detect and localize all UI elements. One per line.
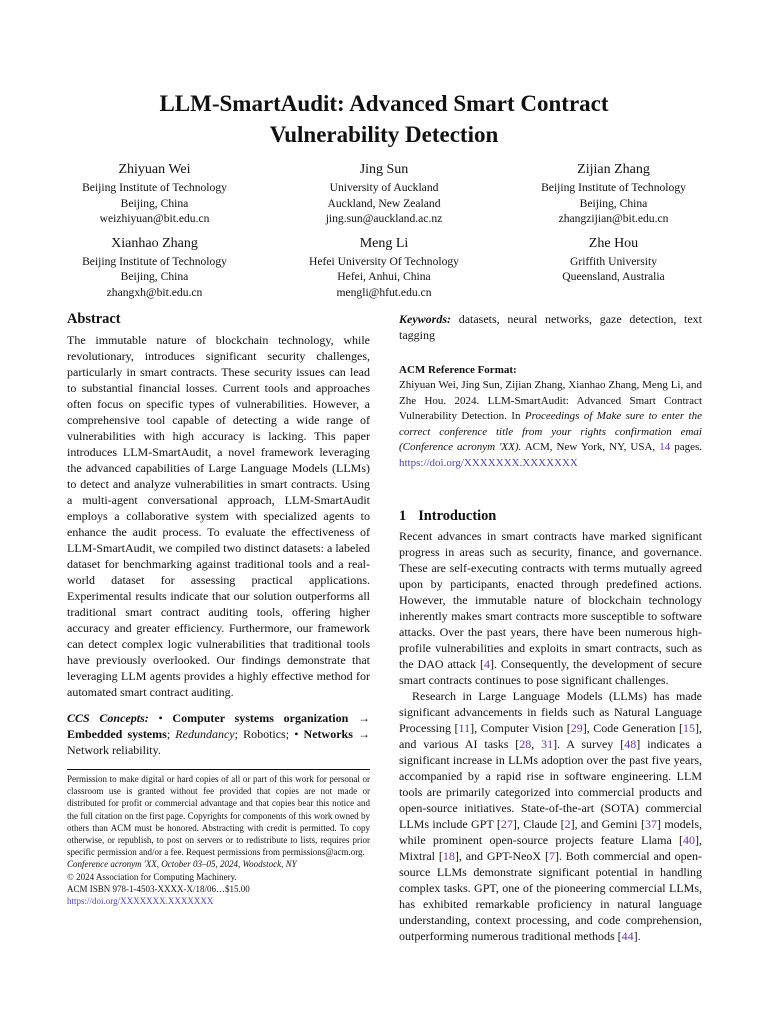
author-location: Beijing, China [120, 196, 189, 210]
author-email: weizhiyuan@bit.edu.cn [99, 212, 210, 225]
ccs-subterm: Redundancy [175, 727, 235, 741]
acm-ref-pages-suffix: pages. [670, 441, 702, 453]
arrow-icon: → [358, 711, 371, 725]
author-name: Zhiyuan Wei [118, 162, 191, 177]
author-name: Xianhao Zhang [111, 235, 198, 251]
conference-info: Conference acronym 'XX, October 03–05, 2024, Woodstock, NY [67, 859, 297, 870]
intro-paragraph-1: Recent advances in smart contracts have marked significant progress in areas such as security, finance, and governance. These are self-executing contracts with terms mutually agreed upon by participants, enacted through predefined actions. However, the immutable nature of blockchain technology inherently makes smart contracts more susceptible to software attacks. Over the past years, there have been numerous high-profile vulnerabilities and exploits in smart contracts, such as the DAO attack [4]. Consequently, the development of secure smart contracts continues to pose significant challenges. [399, 529, 702, 687]
citation-link[interactable]: 44 [621, 929, 634, 943]
acm-ref-citation: Zhiyuan Wei, Jing Sun, Zijian Zhang, Xianhao Zhang, Meng Li, and Zhe Hou. 2024. LLM-SmartAudit: Advanced Smart Contract Vulnerability Detection. In [399, 379, 702, 422]
author-email: mengli@hfut.edu.cn [336, 285, 432, 299]
acm-ref-body [399, 378, 702, 471]
author-affiliation: Griffith University [569, 254, 658, 268]
author-email: jing.sun@auckland.ac.nz [325, 212, 443, 225]
abstract-body: The immutable nature of blockchain technology, while revolutionary, introduces significant security challenges, particularly in smart contracts. These security issues can lead to substantial financial losses. Current tools and approaches often focus on specific types of vulnerabilities. However, a comprehensive tool capable of detecting a wide range of vulnerabilities with high accuracy is lacking. This paper introduces LLM-SmartAudit, a novel framework leveraging the advanced capabilities of Large Language Models (LLMs) to detect and analyze vulnerabilities in smart contracts. Using a multi-agent conversational approach, LLM-SmartAudit employs a collaborative system with specialized agents to enhance the audit process. To evaluate the effectiveness of LLM-SmartAudit, we compiled two distinct datasets: a labeled dataset for benchmarking against traditional tools and a real-world dataset for assessing practical applications. Experimental results indicate that our solution outperforms all traditional smart contract auditing tools, offering higher accuracy and greater efficiency. Furthermore, our framework can detect complex logic vulnerabilities that traditional tools have previously overlooked. Our findings demonstrate that leveraging LLM agents provides a highly effective method for automated smart contract auditing. [67, 333, 370, 699]
paper-title [40, 88, 728, 150]
author-affiliation: Beijing Institute of Technology [82, 181, 227, 194]
author-row [40, 161, 728, 227]
keywords-text: datasets, neural networks, gaze detection, text tagging [399, 312, 702, 342]
ccs-term: Embedded systems [67, 727, 167, 741]
keywords [399, 311, 702, 343]
author-affiliation: Beijing Institute of Technology [541, 181, 686, 194]
author-card [40, 235, 269, 301]
citation-link[interactable]: 18 [442, 849, 455, 863]
acm-ref-publisher: ACM, New York, NY, USA, [521, 441, 660, 453]
isbn-line: ACM ISBN 978-1-4503-XXXX-X/18/06…$15.00 [67, 883, 250, 894]
right-column [399, 311, 702, 944]
ccs-subterm: Robotics [243, 727, 286, 741]
copyright-footer [67, 769, 370, 907]
ccs-label: CCS Concepts: [67, 711, 149, 725]
section-heading-introduction [399, 507, 702, 525]
author-block [40, 161, 728, 308]
arrow-icon: → [358, 727, 371, 741]
author-name: Zijian Zhang [577, 162, 650, 177]
section-title: Introduction [418, 508, 497, 524]
intro-paragraph-2: Research in Large Language Models (LLMs) has made significant advancements in fields such as Natural Language Processing [11], Computer Vision [29], Code Generation [15], and various AI tasks [28, 31]. A survey [48] indicates a significant increase in LLMs adoption over the past five years, accompanied by a rapid rise in software engineering. LLM tools are primarily categorized into commercial products and open-source initiatives. State-of-the-art (SOTA) commercial LLMs include GPT [27], Claude [2], and Gemini [37] models, while prominent open-source projects feature Llama [40], Mixtral [18], and GPT-NeoX [7]. Both commercial and open-source LLMs demonstrate significant potential in handling complex tasks. GPT, one of the pioneering commercial LLMs, has exhibited remarkable proficiency in natural language understanding, context processing, and code comprehension, outperforming numerous traditional methods [44]. [399, 689, 703, 943]
citation-link[interactable]: 11 [458, 721, 471, 735]
author-name: Jing Sun [359, 162, 409, 177]
author-location: Hefei, Anhui, China [337, 270, 431, 283]
author-affiliation: University of Auckland [329, 181, 439, 194]
author-location: Auckland, New Zealand [327, 196, 441, 210]
ccs-term: Computer systems organization [172, 711, 349, 725]
ccs-bullet: • [158, 711, 163, 725]
citation-link[interactable]: 27 [500, 817, 513, 831]
author-name: Zhe Hou [588, 235, 639, 251]
citation-link[interactable]: 31 [541, 737, 554, 751]
author-name: Meng Li [359, 235, 409, 251]
left-column [67, 310, 370, 758]
citation-link[interactable]: 15 [682, 721, 695, 735]
citation-link[interactable]: 28 [519, 737, 532, 751]
author-affiliation: Beijing Institute of Technology [82, 254, 227, 268]
author-card [270, 235, 499, 301]
section-number: 1 [399, 508, 407, 524]
keywords-label: Keywords: [399, 312, 451, 326]
abstract-heading: Abstract [67, 311, 121, 327]
title-line-1: LLM-SmartAudit: Advanced Smart Contract [159, 91, 609, 116]
author-location: Queensland, Australia [562, 270, 665, 283]
author-location: Beijing, China [579, 196, 648, 210]
author-card [499, 235, 728, 301]
author-email: zhangzijian@bit.edu.cn [558, 212, 669, 225]
author-row [40, 235, 728, 301]
acm-ref-proceedings: Proceedings of Make sure to enter the correct conference title from your rights confirmation emai (Conference acronym 'XX). [399, 410, 702, 453]
author-card [499, 161, 728, 227]
ccs-concepts: CCS Concepts: • Computer systems organization → Embedded systems; Redundancy; Robotics; • Networks → Network reliability. [67, 711, 371, 757]
ccs-term: Networks [303, 727, 353, 741]
author-card [270, 161, 499, 227]
citation-link[interactable]: 29 [570, 721, 583, 735]
acm-ref-doi-link[interactable]: https://doi.org/XXXXXXX.XXXXXXX [399, 456, 578, 469]
doi-link[interactable]: https://doi.org/XXXXXXX.XXXXXXX [67, 896, 214, 907]
title-line-2: Vulnerability Detection [269, 122, 499, 147]
citation-link[interactable]: 7 [548, 849, 555, 863]
author-card [40, 161, 269, 227]
ccs-bullet: • [294, 727, 299, 741]
citation-link[interactable]: 2 [564, 817, 571, 831]
acm-ref-pages: 14 [659, 441, 671, 453]
ccs-subterm: Network reliability. [67, 743, 161, 757]
citation-link[interactable]: 37 [644, 817, 657, 831]
author-email: zhangxh@bit.edu.cn [106, 285, 203, 299]
copyright-line: © 2024 Association for Computing Machinery. [67, 871, 237, 882]
acm-ref-heading: ACM Reference Format: [399, 364, 517, 376]
author-location: Beijing, China [120, 270, 189, 283]
citation-link[interactable]: 48 [624, 737, 637, 751]
author-affiliation: Hefei University Of Technology [309, 254, 459, 268]
permission-notice: Permission to make digital or hard copies of all or part of this work for personal or classroom use is granted without fee provided that copies are not made or distributed for profit or commercial advantage and that copies bear this notice and the full citation on the first page. Copyrights for components of this work owned by others than ACM must be honored. Abstracting with credit is permitted. To copy otherwise, or republish, to post on servers or to redistribute to lists, requires prior specific permission and/or a fee. Request permissions from permissions@acm.org. [67, 774, 370, 858]
citation-link[interactable]: 40 [683, 833, 695, 847]
citation-link[interactable]: 4 [484, 657, 490, 671]
